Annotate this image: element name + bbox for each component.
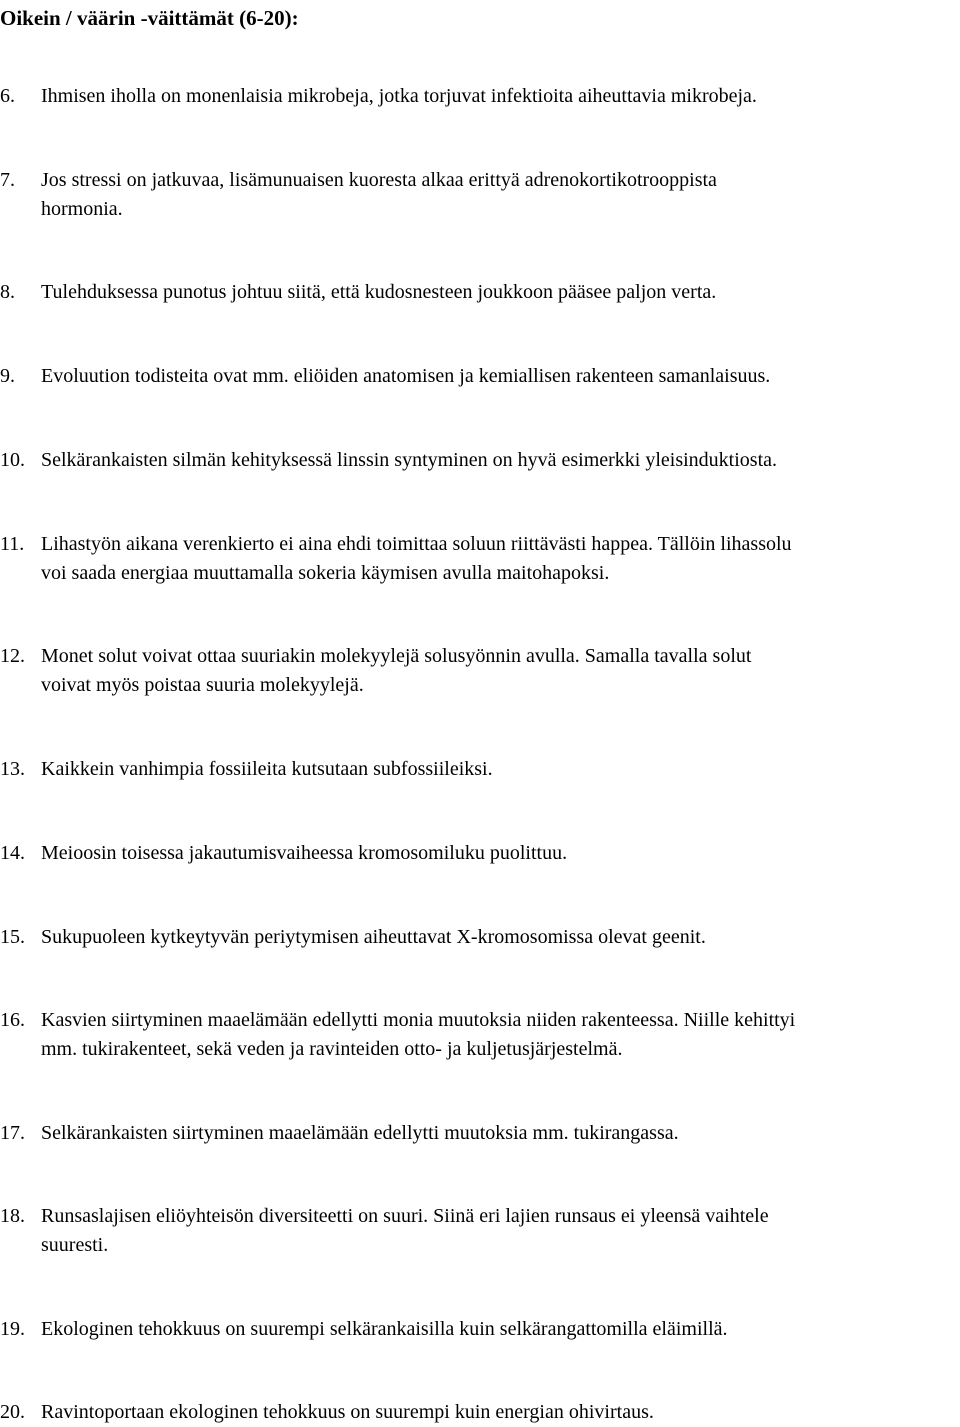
- statement-number: 15.: [0, 926, 25, 948]
- statement-text: Evoluution todisteita ovat mm. eliöiden anatomisen ja kemiallisen rakenteen samanlaisuus.: [41, 365, 771, 387]
- statement-number: 8.: [0, 281, 15, 303]
- statement-item: [0, 82, 960, 111]
- statement-text: Lihastyön aikana verenkierto ei aina ehdi toimittaa soluun riittävästi happea. Tällöin lihassolu: [41, 533, 792, 555]
- statement-text: Kaikkein vanhimpia fossiileita kutsutaan subfossiileiksi.: [41, 758, 493, 780]
- statement-number: 17.: [0, 1122, 25, 1144]
- statement-text: Kasvien siirtyminen maaelämään edellytti monia muutoksia niiden rakenteessa. Niille kehittyi: [41, 1009, 796, 1031]
- statement-item: [0, 1315, 960, 1344]
- statement-text: hormonia.: [41, 198, 123, 220]
- statement-text: Ihmisen iholla on monenlaisia mikrobeja, jotka torjuvat infektioita aiheuttavia mikrobeja.: [41, 85, 757, 107]
- statement-number: 16.: [0, 1009, 25, 1031]
- statement-number: 6.: [0, 85, 15, 107]
- statement-text: suuresti.: [41, 1234, 109, 1256]
- statement-number: 11.: [0, 533, 25, 555]
- statement-item: [0, 1202, 960, 1260]
- statement-text: Ekologinen tehokkuus on suurempi selkärankaisilla kuin selkärangattomilla eläimillä.: [41, 1318, 728, 1340]
- statement-text: Runsaslajisen eliöyhteisön diversiteetti on suuri. Siinä eri lajien runsaus ei yleensä vaihtele: [41, 1205, 769, 1227]
- page-title: Oikein / väärin -väittämät (6-20):: [0, 6, 299, 30]
- statement-item: [0, 1006, 960, 1064]
- statement-text: Ravintoportaan ekologinen tehokkuus on suurempi kuin energian ohivirtaus.: [41, 1401, 654, 1423]
- statement-number: 13.: [0, 758, 25, 780]
- statement-text: Selkärankaisten siirtyminen maaelämään edellytti muutoksia mm. tukirangassa.: [41, 1122, 679, 1144]
- statement-text: mm. tukirakenteet, sekä veden ja ravinteiden otto- ja kuljetusjärjestelmä.: [41, 1038, 623, 1060]
- statement-text: Tulehduksessa punotus johtuu siitä, että kudosnesteen joukkoon pääsee paljon verta.: [41, 281, 717, 303]
- statement-item: [0, 923, 960, 952]
- statement-number: 10.: [0, 449, 25, 471]
- statement-item: [0, 1119, 960, 1148]
- statement-text: Sukupuoleen kytkeytyvän periytymisen aiheuttavat X-kromosomissa olevat geenit.: [41, 926, 706, 948]
- statement-number: 14.: [0, 842, 25, 864]
- statement-text: voivat myös poistaa suuria molekyylejä.: [41, 674, 364, 696]
- statement-number: 7.: [0, 169, 15, 191]
- statement-text: voi saada energiaa muuttamalla sokeria käymisen avulla maitohapoksi.: [41, 562, 610, 584]
- statement-item: [0, 839, 960, 868]
- statement-item: [0, 278, 960, 307]
- statement-number: 18.: [0, 1205, 25, 1227]
- statement-item: [0, 446, 960, 475]
- statement-item: [0, 1398, 960, 1427]
- statement-number: 9.: [0, 365, 15, 387]
- statement-text: Selkärankaisten silmän kehityksessä linssin syntyminen on hyvä esimerkki yleisinduktiosta.: [41, 449, 778, 471]
- statement-number: 12.: [0, 645, 25, 667]
- statement-text: Monet solut voivat ottaa suuriakin molekyylejä solusyönnin avulla. Samalla tavalla solut: [41, 645, 752, 667]
- statement-item: [0, 362, 960, 391]
- statement-item: [0, 166, 960, 224]
- statement-text: Jos stressi on jatkuvaa, lisämunuaisen kuoresta alkaa erittyä adrenokortikotrooppista: [41, 169, 717, 191]
- statement-item: [0, 755, 960, 784]
- statement-number: 20.: [0, 1401, 25, 1423]
- statement-number: 19.: [0, 1318, 25, 1340]
- statement-item: [0, 530, 960, 588]
- statement-text: Meioosin toisessa jakautumisvaiheessa kromosomiluku puolittuu.: [41, 842, 568, 864]
- statement-item: [0, 642, 960, 700]
